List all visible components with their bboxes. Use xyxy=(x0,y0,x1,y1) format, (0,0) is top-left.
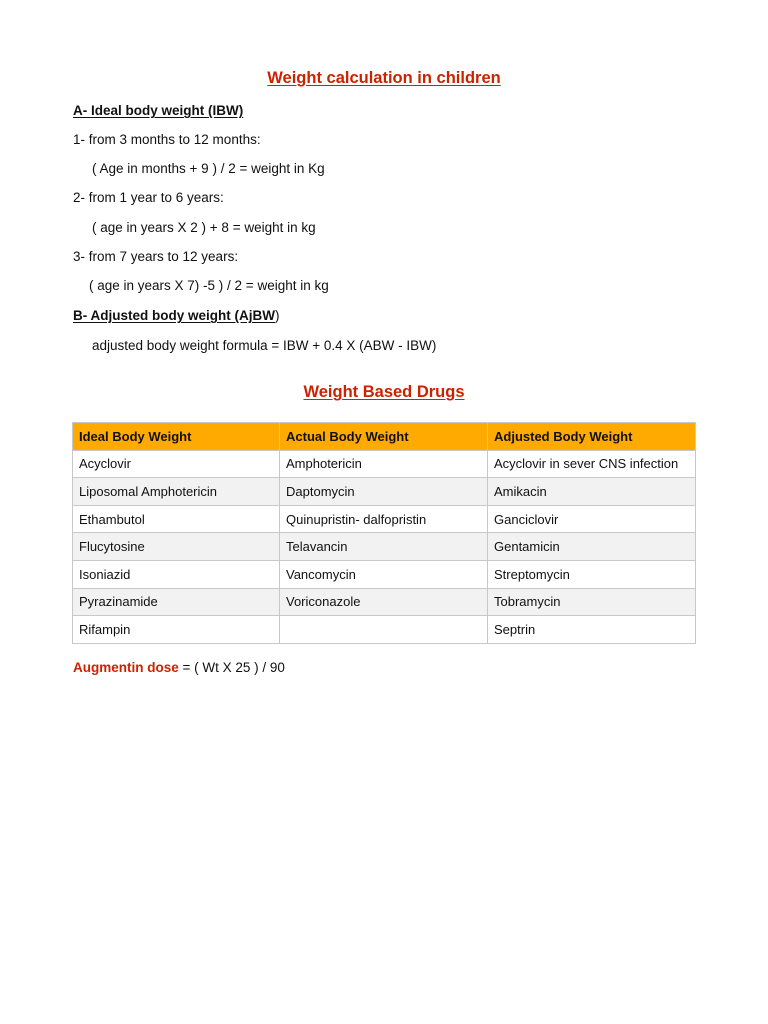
augmentin-dose-label: Augmentin dose xyxy=(73,660,179,675)
section-b-heading-text: B- Adjusted body weight (AjBW xyxy=(73,308,275,323)
table-cell: Vancomycin xyxy=(280,560,488,588)
table-row xyxy=(73,560,696,588)
table-cell: Isoniazid xyxy=(73,560,280,588)
table-cell: Gentamicin xyxy=(488,533,696,561)
ibw-range-3-formula: ( age in years X 7) -5 ) / 2 = weight in kg xyxy=(89,278,329,293)
table-row xyxy=(73,450,696,478)
table-cell: Ganciclovir xyxy=(488,505,696,533)
table-cell: Amikacin xyxy=(488,478,696,506)
table-cell: Septrin xyxy=(488,616,696,644)
table-cell: Acyclovir in sever CNS infection xyxy=(488,450,696,478)
column-header-adjusted: Adjusted Body Weight xyxy=(488,423,696,451)
table-header-row xyxy=(73,423,696,451)
table-row xyxy=(73,505,696,533)
table-cell: Ethambutol xyxy=(73,505,280,533)
table-cell: Voriconazole xyxy=(280,588,488,616)
column-header-actual: Actual Body Weight xyxy=(280,423,488,451)
table-cell: Liposomal Amphotericin xyxy=(73,478,280,506)
table-cell xyxy=(280,616,488,644)
section-a-heading: A- Ideal body weight (IBW) xyxy=(73,103,244,118)
weight-based-drugs-table xyxy=(72,422,696,644)
table-cell: Amphotericin xyxy=(280,450,488,478)
table-cell: Acyclovir xyxy=(73,450,280,478)
page-title: Weight calculation in children xyxy=(267,69,501,87)
ajbw-formula: adjusted body weight formula = IBW + 0.4 X (ABW - IBW) xyxy=(92,338,437,353)
section-b-heading-suffix: ) xyxy=(274,308,280,323)
ibw-range-1-label: 1- from 3 months to 12 months: xyxy=(73,132,261,147)
ibw-range-1-formula: ( Age in months + 9 ) / 2 = weight in Kg xyxy=(92,161,325,176)
column-header-ideal: Ideal Body Weight xyxy=(73,423,280,451)
table-cell: Rifampin xyxy=(73,616,280,644)
augmentin-dose-formula: = ( Wt X 25 ) / 90 xyxy=(178,660,285,675)
table-cell: Tobramycin xyxy=(488,588,696,616)
table-cell: Telavancin xyxy=(280,533,488,561)
table-row xyxy=(73,533,696,561)
table-row xyxy=(73,616,696,644)
ibw-range-2-formula: ( age in years X 2 ) + 8 = weight in kg xyxy=(92,220,316,235)
table-row xyxy=(73,588,696,616)
table-cell: Quinupristin- dalfopristin xyxy=(280,505,488,533)
ibw-range-3-label: 3- from 7 years to 12 years: xyxy=(73,249,239,264)
table-cell: Daptomycin xyxy=(280,478,488,506)
augmentin-dose-line xyxy=(73,660,285,676)
table-cell: Streptomycin xyxy=(488,560,696,588)
table-cell: Flucytosine xyxy=(73,533,280,561)
section-b-heading xyxy=(73,308,279,324)
table-row xyxy=(73,478,696,506)
ibw-range-2-label: 2- from 1 year to 6 years: xyxy=(73,190,224,205)
drugs-title: Weight Based Drugs xyxy=(303,383,465,401)
table-cell: Pyrazinamide xyxy=(73,588,280,616)
